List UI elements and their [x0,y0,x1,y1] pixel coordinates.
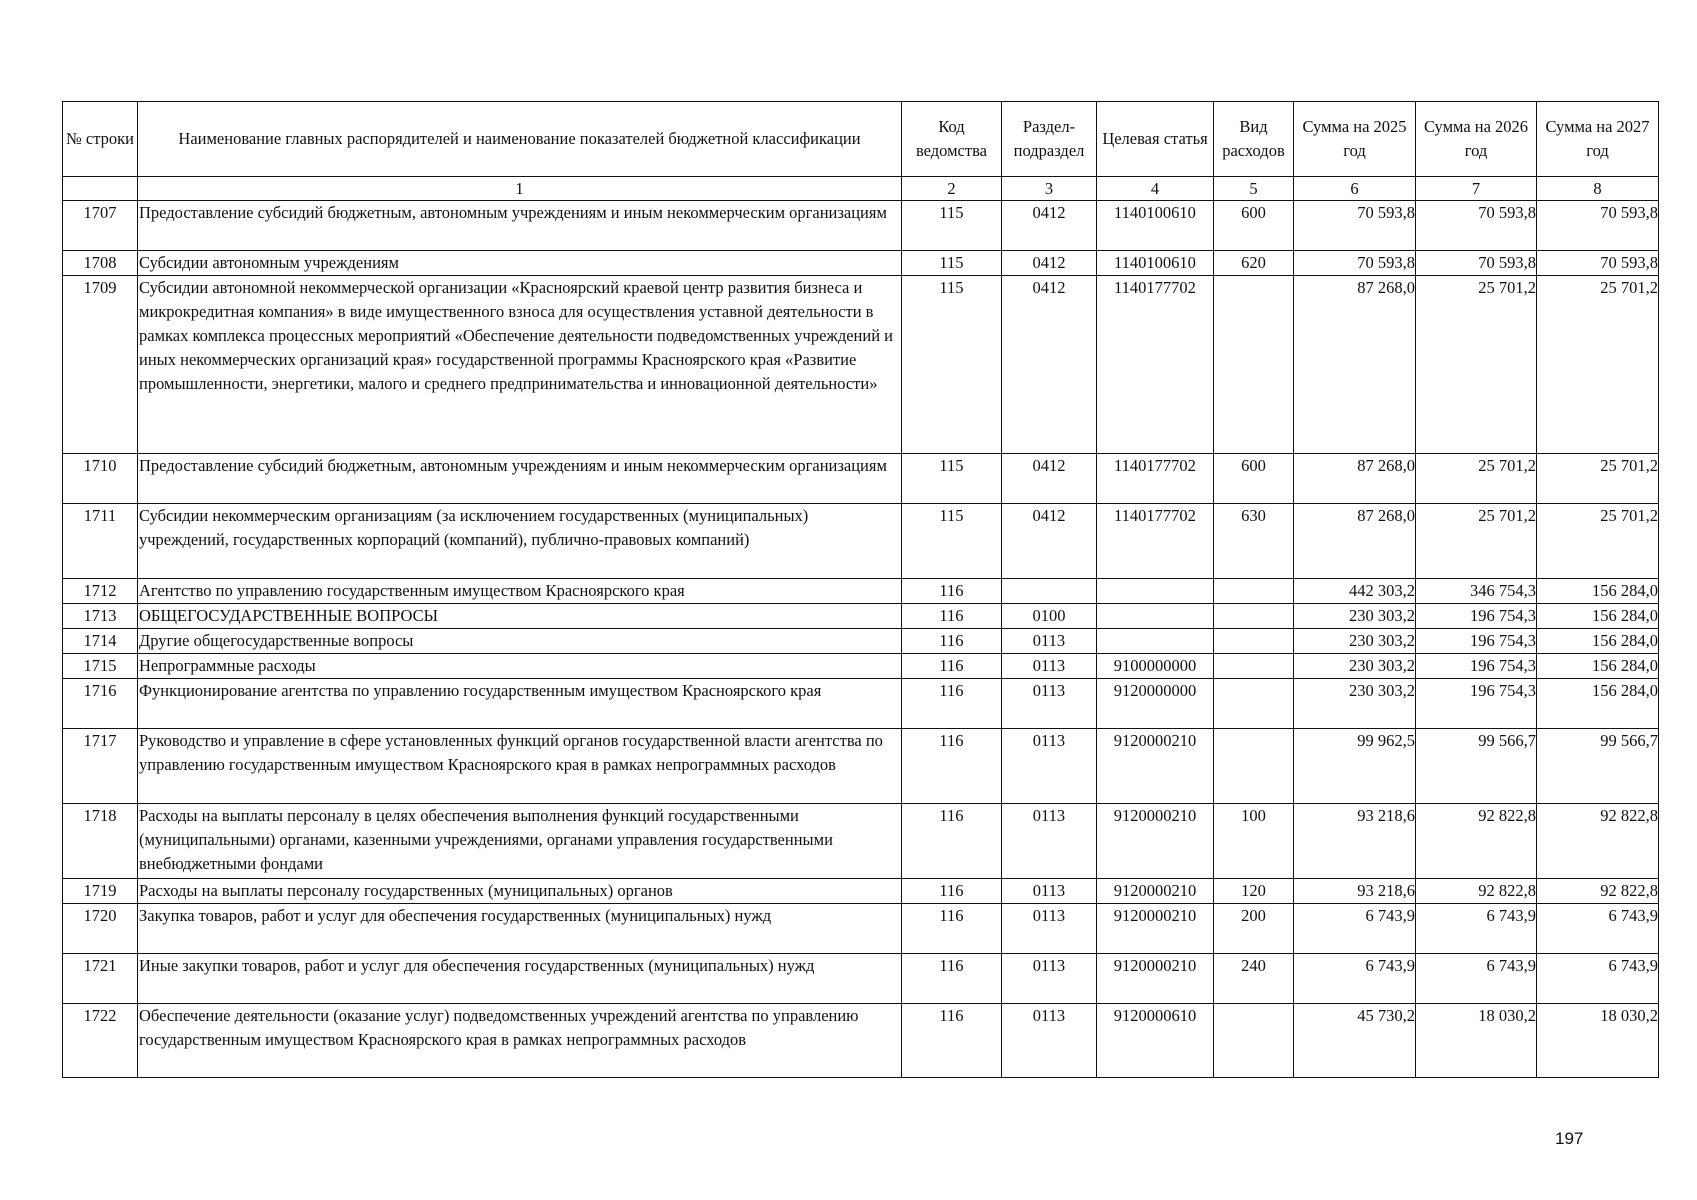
row-name: Обеспечение деятельности (оказание услуг) подведомственных учреждений агентства по управлению государственным имуществом Красноярского края в рамках непрограммных расходов [138,1004,902,1078]
row-sum-2026: 6 743,9 [1416,954,1537,1004]
table-row [63,954,1659,1004]
header-sum-2027: Сумма на 2027 год [1537,102,1659,177]
row-target: 1140100610 [1097,251,1214,276]
row-sum-2027: 156 284,0 [1537,679,1659,729]
row-target: 9120000000 [1097,679,1214,729]
header-kind: Вид расходов [1214,102,1294,177]
row-target: 1140177702 [1097,504,1214,579]
row-sum-2027: 25 701,2 [1537,454,1659,504]
header-target: Целевая статья [1097,102,1214,177]
row-kind [1214,729,1294,804]
row-sum-2025: 87 268,0 [1294,454,1416,504]
row-dept-code: 116 [902,954,1002,1004]
row-section: 0412 [1002,251,1097,276]
row-target: 1140100610 [1097,201,1214,251]
row-section [1002,579,1097,604]
row-name: Субсидии некоммерческим организациям (за исключением государственных (муниципальных) учреждений, государственных корпораций (компаний), публично-правовых компаний) [138,504,902,579]
row-section: 0113 [1002,879,1097,904]
row-sum-2026: 6 743,9 [1416,904,1537,954]
column-number: 1 [138,177,902,201]
row-target: 9120000210 [1097,729,1214,804]
row-name: Руководство и управление в сфере установленных функций органов государственной власти агентства по управлению государственным имуществом Красноярского края в рамках непрограммных расходов [138,729,902,804]
table-body [63,201,1659,1078]
row-name: Закупка товаров, работ и услуг для обеспечения государственных (муниципальных) нужд [138,904,902,954]
row-number: 1709 [63,276,138,454]
row-sum-2027: 156 284,0 [1537,579,1659,604]
row-number: 1708 [63,251,138,276]
row-kind [1214,604,1294,629]
row-sum-2027: 99 566,7 [1537,729,1659,804]
row-name: Иные закупки товаров, работ и услуг для обеспечения государственных (муниципальных) нужд [138,954,902,1004]
row-sum-2025: 70 593,8 [1294,251,1416,276]
row-section: 0113 [1002,729,1097,804]
row-number: 1719 [63,879,138,904]
table-row [63,879,1659,904]
table-row [63,504,1659,579]
row-kind: 620 [1214,251,1294,276]
column-number: 8 [1537,177,1659,201]
row-number: 1722 [63,1004,138,1078]
table-row [63,604,1659,629]
row-number: 1718 [63,804,138,879]
row-number: 1720 [63,904,138,954]
row-sum-2027: 156 284,0 [1537,629,1659,654]
table-row [63,579,1659,604]
row-target: 9120000210 [1097,904,1214,954]
row-dept-code: 116 [902,654,1002,679]
header-row [63,102,1659,177]
row-sum-2026: 25 701,2 [1416,454,1537,504]
row-number: 1711 [63,504,138,579]
row-sum-2027: 92 822,8 [1537,804,1659,879]
row-sum-2025: 99 962,5 [1294,729,1416,804]
row-dept-code: 115 [902,251,1002,276]
row-section: 0412 [1002,454,1097,504]
row-kind: 600 [1214,454,1294,504]
row-sum-2026: 25 701,2 [1416,276,1537,454]
table-row [63,679,1659,729]
row-section: 0412 [1002,201,1097,251]
header-name: Наименование главных распорядителей и наименование показателей бюджетной классификации [138,102,902,177]
header-section: Раздел-подраздел [1002,102,1097,177]
row-target: 9120000210 [1097,954,1214,1004]
row-section: 0412 [1002,504,1097,579]
row-sum-2026: 99 566,7 [1416,729,1537,804]
row-section: 0113 [1002,954,1097,1004]
row-sum-2027: 18 030,2 [1537,1004,1659,1078]
row-sum-2025: 230 303,2 [1294,679,1416,729]
column-number: 2 [902,177,1002,201]
row-sum-2026: 70 593,8 [1416,251,1537,276]
row-sum-2025: 87 268,0 [1294,276,1416,454]
row-target: 9120000610 [1097,1004,1214,1078]
row-sum-2027: 70 593,8 [1537,201,1659,251]
column-number: 3 [1002,177,1097,201]
row-dept-code: 115 [902,201,1002,251]
row-sum-2026: 196 754,3 [1416,604,1537,629]
row-name: Субсидии автономной некоммерческой организации «Красноярский краевой центр развития бизнеса и микрокредитная компания» в виде имущественного взноса для осуществления уставной деятельности в рамках комплекса процессных мероприятий «Обеспечение деятельности подведомственных учреждений и иных некоммерческих организаций края» государственной программы Красноярского края «Развитие промышленности, энергетики, малого и среднего предпринимательства и инновационной деятельности» [138,276,902,454]
row-kind: 600 [1214,201,1294,251]
row-name: Непрограммные расходы [138,654,902,679]
row-kind: 240 [1214,954,1294,1004]
row-sum-2027: 92 822,8 [1537,879,1659,904]
row-sum-2026: 346 754,3 [1416,579,1537,604]
row-sum-2025: 87 268,0 [1294,504,1416,579]
row-sum-2027: 156 284,0 [1537,654,1659,679]
table-row [63,629,1659,654]
row-kind: 120 [1214,879,1294,904]
table-row [63,729,1659,804]
row-sum-2025: 442 303,2 [1294,579,1416,604]
row-sum-2025: 93 218,6 [1294,879,1416,904]
row-name: Расходы на выплаты персоналу в целях обеспечения выполнения функций государственными (муниципальными) органами, казенными учреждениями, органами управления государственными внебюджетными фондами [138,804,902,879]
table-row [63,276,1659,454]
table-row [63,1004,1659,1078]
row-sum-2026: 18 030,2 [1416,1004,1537,1078]
row-kind [1214,276,1294,454]
row-name: Предоставление субсидий бюджетным, автономным учреждениям и иным некоммерческим организациям [138,454,902,504]
row-target [1097,604,1214,629]
row-kind: 200 [1214,904,1294,954]
row-kind [1214,679,1294,729]
row-sum-2025: 6 743,9 [1294,904,1416,954]
row-target: 9100000000 [1097,654,1214,679]
row-section: 0113 [1002,1004,1097,1078]
row-sum-2027: 25 701,2 [1537,504,1659,579]
row-number: 1713 [63,604,138,629]
row-name: Другие общегосударственные вопросы [138,629,902,654]
table-row [63,251,1659,276]
row-sum-2027: 6 743,9 [1537,904,1659,954]
row-name: Предоставление субсидий бюджетным, автономным учреждениям и иным некоммерческим организациям [138,201,902,251]
row-sum-2027: 6 743,9 [1537,954,1659,1004]
row-name: Агентство по управлению государственным имуществом Красноярского края [138,579,902,604]
row-dept-code: 116 [902,579,1002,604]
row-sum-2026: 92 822,8 [1416,879,1537,904]
page-number: 197 [1555,1129,1584,1148]
row-section: 0100 [1002,604,1097,629]
row-dept-code: 115 [902,276,1002,454]
table-row [63,201,1659,251]
row-target: 9120000210 [1097,879,1214,904]
header-row-number: № строки [63,102,138,177]
row-dept-code: 116 [902,679,1002,729]
row-target [1097,629,1214,654]
table-row [63,454,1659,504]
row-section: 0113 [1002,904,1097,954]
row-target: 9120000210 [1097,804,1214,879]
row-target: 1140177702 [1097,454,1214,504]
row-number: 1716 [63,679,138,729]
column-numbers-row [63,177,1659,201]
column-number: 5 [1214,177,1294,201]
budget-table [62,101,1659,1078]
header-sum-2026: Сумма на 2026 год [1416,102,1537,177]
row-dept-code: 116 [902,1004,1002,1078]
header-dept-code: Код ведомства [902,102,1002,177]
row-kind: 630 [1214,504,1294,579]
row-sum-2026: 92 822,8 [1416,804,1537,879]
row-number: 1712 [63,579,138,604]
row-kind: 100 [1214,804,1294,879]
row-sum-2025: 93 218,6 [1294,804,1416,879]
row-section: 0113 [1002,654,1097,679]
row-sum-2025: 6 743,9 [1294,954,1416,1004]
row-kind [1214,629,1294,654]
column-number: 4 [1097,177,1214,201]
row-section: 0113 [1002,804,1097,879]
column-number [63,177,138,201]
row-number: 1707 [63,201,138,251]
row-sum-2027: 156 284,0 [1537,604,1659,629]
row-sum-2027: 25 701,2 [1537,276,1659,454]
row-number: 1715 [63,654,138,679]
row-dept-code: 116 [902,729,1002,804]
row-sum-2025: 70 593,8 [1294,201,1416,251]
column-number: 7 [1416,177,1537,201]
row-dept-code: 116 [902,804,1002,879]
row-dept-code: 116 [902,604,1002,629]
table-row [63,904,1659,954]
row-section: 0113 [1002,679,1097,729]
row-dept-code: 115 [902,504,1002,579]
row-dept-code: 116 [902,879,1002,904]
row-dept-code: 116 [902,629,1002,654]
row-dept-code: 116 [902,904,1002,954]
header-sum-2025: Сумма на 2025 год [1294,102,1416,177]
row-target [1097,579,1214,604]
row-sum-2026: 196 754,3 [1416,629,1537,654]
row-sum-2025: 45 730,2 [1294,1004,1416,1078]
row-sum-2025: 230 303,2 [1294,604,1416,629]
row-sum-2026: 25 701,2 [1416,504,1537,579]
row-number: 1717 [63,729,138,804]
row-kind [1214,1004,1294,1078]
table-row [63,804,1659,879]
row-number: 1710 [63,454,138,504]
row-target: 1140177702 [1097,276,1214,454]
row-kind [1214,654,1294,679]
row-sum-2026: 196 754,3 [1416,679,1537,729]
column-number: 6 [1294,177,1416,201]
row-number: 1721 [63,954,138,1004]
row-section: 0412 [1002,276,1097,454]
row-sum-2025: 230 303,2 [1294,629,1416,654]
row-number: 1714 [63,629,138,654]
row-kind [1214,579,1294,604]
row-sum-2026: 196 754,3 [1416,654,1537,679]
row-section: 0113 [1002,629,1097,654]
row-name: Расходы на выплаты персоналу государственных (муниципальных) органов [138,879,902,904]
table-row [63,654,1659,679]
row-sum-2025: 230 303,2 [1294,654,1416,679]
row-sum-2026: 70 593,8 [1416,201,1537,251]
row-name: ОБЩЕГОСУДАРСТВЕННЫЕ ВОПРОСЫ [138,604,902,629]
row-sum-2027: 70 593,8 [1537,251,1659,276]
row-dept-code: 115 [902,454,1002,504]
row-name: Субсидии автономным учреждениям [138,251,902,276]
row-name: Функционирование агентства по управлению государственным имуществом Красноярского края [138,679,902,729]
